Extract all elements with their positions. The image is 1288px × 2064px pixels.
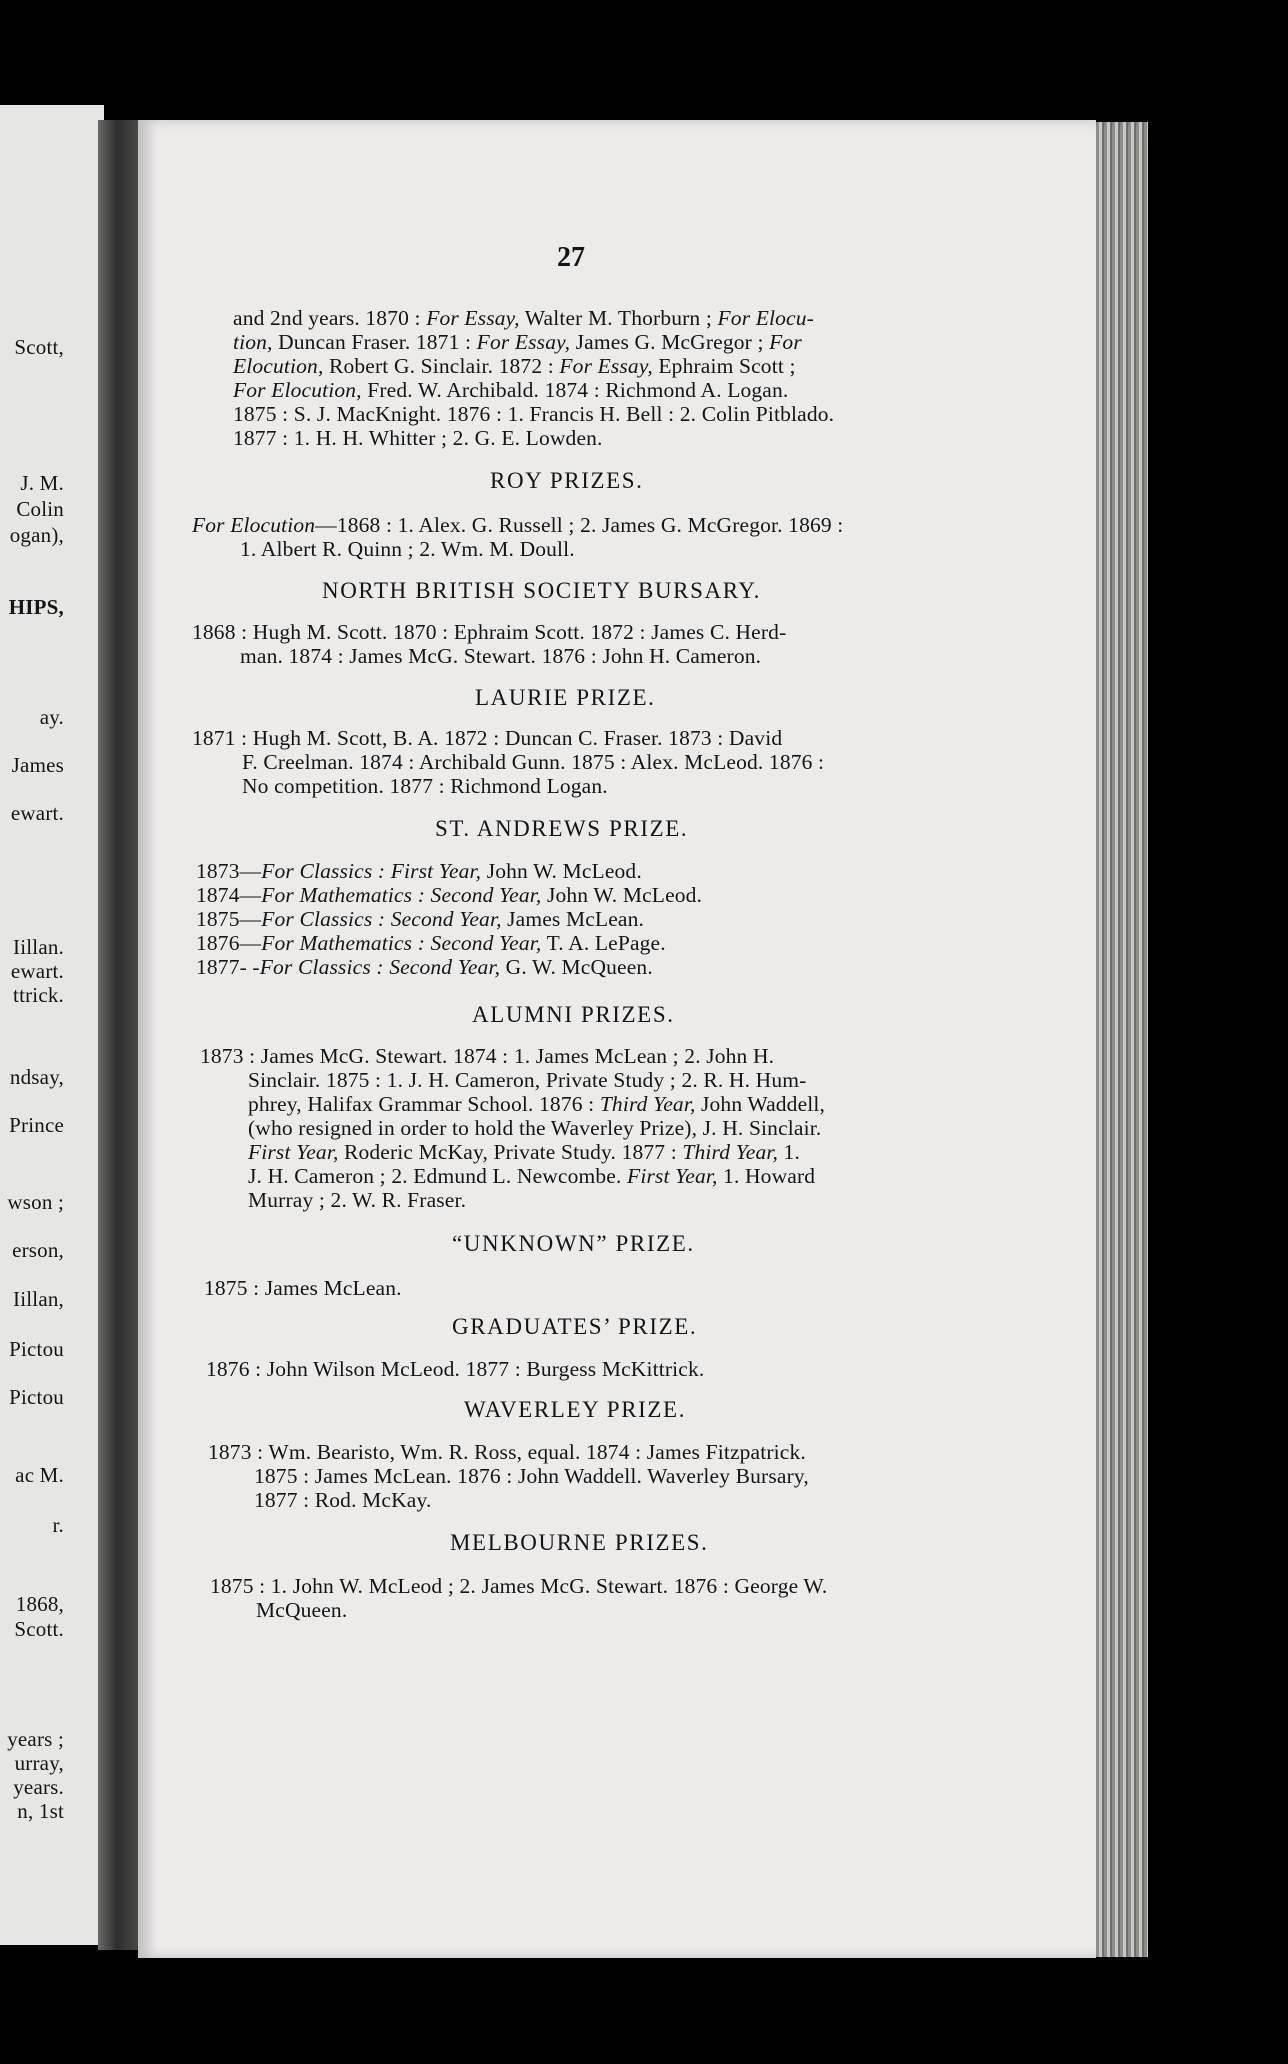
left-page bbox=[0, 105, 104, 1945]
left-page-fragment: ogan), bbox=[9, 523, 64, 547]
intro-line: and 2nd years. 1870 : For Essay, Walter M. Thorburn ; For Elocu- bbox=[233, 306, 814, 330]
left-page-fragment: years. bbox=[13, 1775, 64, 1799]
waverley-line: 1875 : James McLean. 1876 : John Waddell. Waverley Bursary, bbox=[254, 1464, 809, 1488]
alumni-line: First Year, Roderic McKay, Private Study. 1877 : Third Year, 1. bbox=[248, 1140, 800, 1164]
left-page-fragment: r. bbox=[52, 1513, 64, 1537]
intro-line: 1877 : 1. H. H. Whitter ; 2. G. E. Lowden. bbox=[233, 426, 603, 450]
left-page-fragment: erson, bbox=[12, 1238, 64, 1262]
page-number: 27 bbox=[557, 242, 585, 273]
left-page-fragment: ac M. bbox=[15, 1463, 64, 1487]
st-andrews-row: 1873—For Classics : First Year, John W. McLeod. bbox=[196, 859, 642, 883]
left-page-fragment: ewart. bbox=[10, 801, 64, 825]
roy-line: For Elocution—1868 : 1. Alex. G. Russell ; 2. James G. McGregor. 1869 : bbox=[192, 513, 844, 537]
alumni-line: phrey, Halifax Grammar School. 1876 : Third Year, John Waddell, bbox=[248, 1092, 826, 1116]
intro-line: 1875 : S. J. MacKnight. 1876 : 1. Francis H. Bell : 2. Colin Pitblado. bbox=[233, 402, 835, 426]
left-page-fragment: James bbox=[11, 753, 64, 777]
left-page-fragment: ttrick. bbox=[13, 983, 64, 1007]
st-andrews-row: 1877- -For Classics : Second Year, G. W. McQueen. bbox=[196, 955, 653, 979]
left-page-fragment: urray, bbox=[14, 1751, 64, 1775]
left-page-fragment: ay. bbox=[39, 705, 64, 729]
left-page-fragment: Scott. bbox=[14, 1617, 64, 1641]
left-page-fragment: n, 1st bbox=[17, 1799, 64, 1823]
section-heading-unknown: “UNKNOWN” PRIZE. bbox=[452, 1231, 695, 1256]
section-heading-laurie: LAURIE PRIZE. bbox=[475, 685, 656, 710]
left-page-fragment: years ; bbox=[7, 1727, 64, 1751]
alumni-line: (who resigned in order to hold the Waverley Prize), J. H. Sinclair. bbox=[248, 1116, 822, 1140]
intro-line: Elocution, Robert G. Sinclair. 1872 : For Essay, Ephraim Scott ; bbox=[233, 354, 796, 378]
roy-line: 1. Albert R. Quinn ; 2. Wm. M. Doull. bbox=[240, 537, 575, 561]
book-gutter-shadow bbox=[98, 120, 140, 1950]
left-page-fragment: Iillan. bbox=[13, 935, 64, 959]
left-page-fragment: Pictou bbox=[9, 1385, 64, 1409]
section-heading-melbourne: MELBOURNE PRIZES. bbox=[450, 1530, 709, 1555]
st-andrews-row: 1874—For Mathematics : Second Year, John W. McLeod. bbox=[196, 883, 703, 907]
left-page-fragment: 1868, bbox=[15, 1592, 64, 1616]
alumni-line: Sinclair. 1875 : 1. J. H. Cameron, Private Study ; 2. R. H. Hum- bbox=[248, 1068, 807, 1092]
unknown-line: 1875 : James McLean. bbox=[204, 1276, 402, 1300]
waverley-line: 1877 : Rod. McKay. bbox=[254, 1488, 432, 1512]
section-heading-waverley: WAVERLEY PRIZE. bbox=[464, 1397, 687, 1422]
left-page-fragment: HIPS, bbox=[8, 595, 64, 619]
section-heading-nbs: NORTH BRITISH SOCIETY BURSARY. bbox=[322, 578, 761, 603]
left-page-fragment: ewart. bbox=[10, 959, 64, 983]
left-page-fragment: Prince bbox=[9, 1113, 64, 1137]
section-heading-graduates: GRADUATES’ PRIZE. bbox=[452, 1314, 698, 1339]
intro-line: tion, Duncan Fraser. 1871 : For Essay, James G. McGregor ; For bbox=[233, 330, 802, 354]
st-andrews-row: 1875—For Classics : Second Year, James McLean. bbox=[196, 907, 645, 931]
nbs-line: man. 1874 : James McG. Stewart. 1876 : John H. Cameron. bbox=[240, 644, 762, 668]
left-page-fragment: wson ; bbox=[7, 1190, 64, 1214]
left-page-fragment: Pictou bbox=[9, 1337, 64, 1361]
melbourne-line: 1875 : 1. John W. McLeod ; 2. James McG. Stewart. 1876 : George W. bbox=[210, 1574, 828, 1598]
left-page-fragment: Iillan, bbox=[13, 1287, 64, 1311]
left-page-fragment: ndsay, bbox=[9, 1065, 64, 1089]
waverley-line: 1873 : Wm. Bearisto, Wm. R. Ross, equal. 1874 : James Fitzpatrick. bbox=[208, 1440, 806, 1464]
section-heading-roy: ROY PRIZES. bbox=[490, 468, 644, 493]
intro-line: For Elocution, Fred. W. Archibald. 1874 : Richmond A. Logan. bbox=[233, 378, 789, 402]
page-edges bbox=[1096, 122, 1148, 1957]
graduates-line: 1876 : John Wilson McLeod. 1877 : Burgess McKittrick. bbox=[206, 1357, 705, 1381]
left-page-fragment: Scott, bbox=[14, 335, 64, 359]
nbs-line: 1868 : Hugh M. Scott. 1870 : Ephraim Scott. 1872 : James C. Herd- bbox=[192, 620, 787, 644]
st-andrews-row: 1876—For Mathematics : Second Year, T. A. LePage. bbox=[196, 931, 666, 955]
left-page-fragment: Colin bbox=[16, 497, 64, 521]
left-page-fragment: J. M. bbox=[20, 471, 64, 495]
alumni-line: J. H. Cameron ; 2. Edmund L. Newcombe. First Year, 1. Howard bbox=[248, 1164, 816, 1188]
section-heading-st-andrews: ST. ANDREWS PRIZE. bbox=[435, 816, 689, 841]
alumni-line: Murray ; 2. W. R. Fraser. bbox=[248, 1188, 467, 1212]
laurie-line: F. Creelman. 1874 : Archibald Gunn. 1875 : Alex. McLeod. 1876 : bbox=[242, 750, 825, 774]
alumni-line: 1873 : James McG. Stewart. 1874 : 1. James McLean ; 2. John H. bbox=[200, 1044, 775, 1068]
laurie-line: No competition. 1877 : Richmond Logan. bbox=[242, 774, 608, 798]
melbourne-line: McQueen. bbox=[256, 1598, 348, 1622]
laurie-line: 1871 : Hugh M. Scott, B. A. 1872 : Duncan C. Fraser. 1873 : David bbox=[192, 726, 783, 750]
section-heading-alumni: ALUMNI PRIZES. bbox=[472, 1002, 675, 1027]
